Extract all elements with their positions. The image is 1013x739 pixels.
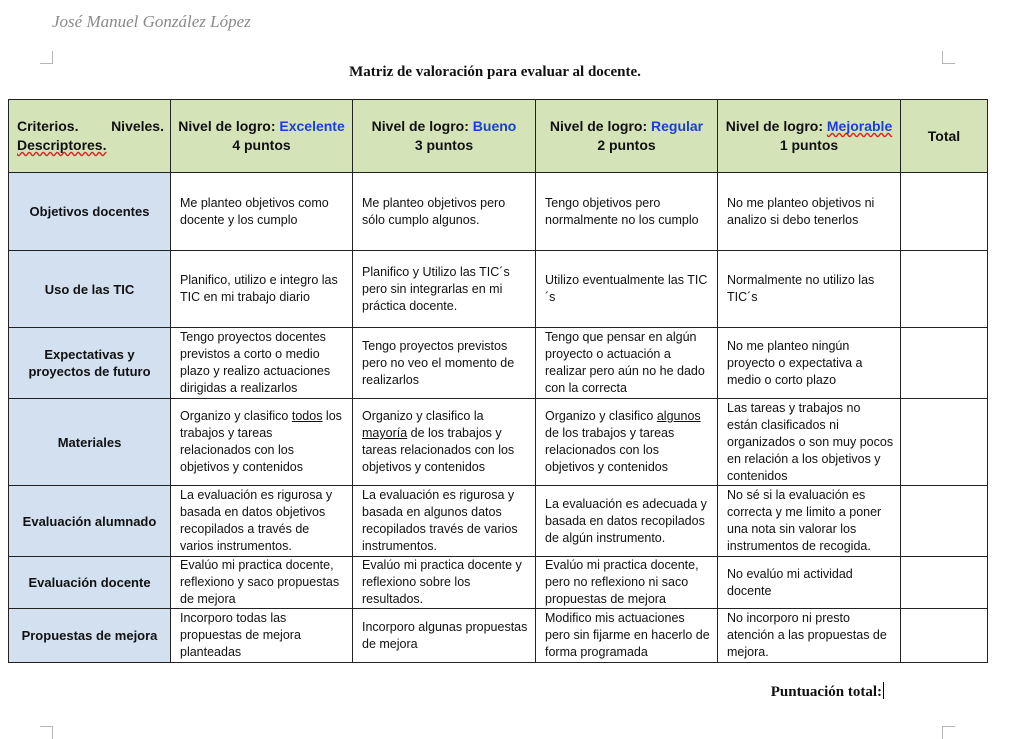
total-score-field[interactable]: [771, 682, 884, 701]
levels-label: Niveles.: [111, 118, 164, 134]
corner-mark-bottom-left: [40, 726, 53, 739]
descriptor-cell: [536, 399, 718, 486]
descriptor-cell: No incorporo ni presto atención a las propuestas de mejora.: [718, 609, 901, 663]
descriptor-cell: Tengo proyectos previstos pero no veo el momento de realizarlos: [353, 328, 536, 399]
descriptor-cell: La evaluación es rigurosa y basada en algunos datos recopilados través de varios instrumentos.: [353, 486, 536, 557]
level-header-mejorable: [718, 100, 901, 173]
level-points: 1 puntos: [779, 137, 839, 153]
level-header-regular: [536, 100, 718, 173]
total-cell[interactable]: [901, 173, 988, 251]
descriptor-cell: La evaluación es rigurosa y basada en datos objetivos recopilados a través de varios instrumentos.: [171, 486, 353, 557]
header-row: [9, 100, 988, 173]
cell-emphasis: todos: [291, 409, 323, 423]
total-header: Total: [901, 100, 988, 173]
row-criterion: Expectativas y proyectos de futuro: [9, 328, 171, 399]
level-prefix: Nivel de logro:: [725, 118, 827, 134]
descriptor-cell: Evalúo mi practica docente, reflexiono y saco propuestas de mejora: [171, 557, 353, 609]
level-prefix: Nivel de logro:: [178, 118, 280, 134]
level-prefix: Nivel de logro:: [371, 118, 473, 134]
descriptors-label: Descriptores.: [17, 137, 107, 153]
document-title: Matriz de valoración para evaluar al docente.: [349, 64, 641, 80]
cell-text: Organizo y clasifico: [180, 409, 292, 423]
level-name: Excelente: [279, 118, 345, 134]
table-row: [9, 486, 988, 557]
cell-text: Organizo y clasifico la: [362, 409, 484, 423]
descriptor-cell: No evalúo mi actividad docente: [718, 557, 901, 609]
descriptor-cell: Utilizo eventualmente las TIC´s: [536, 251, 718, 328]
descriptor-cell: Me planteo objetivos pero sólo cumplo algunos.: [353, 173, 536, 251]
level-header-excelente: [171, 100, 353, 173]
descriptor-cell: Incorporo algunas propuestas de mejora: [353, 609, 536, 663]
table-row: [9, 399, 988, 486]
level-header-bueno: [353, 100, 536, 173]
level-prefix: Nivel de logro:: [549, 118, 651, 134]
descriptor-cell: Tengo objetivos pero normalmente no los cumplo: [536, 173, 718, 251]
row-criterion: Objetivos docentes: [9, 173, 171, 251]
total-cell[interactable]: [901, 251, 988, 328]
total-cell[interactable]: [901, 557, 988, 609]
descriptor-cell: [171, 399, 353, 486]
descriptor-cell: La evaluación es adecuada y basada en datos recopilados de algún instrumento.: [536, 486, 718, 557]
corner-mark-bottom-right: [942, 726, 955, 739]
descriptor-cell: No me planteo objetivos ni analizo si debo tenerlos: [718, 173, 901, 251]
descriptor-cell: Tengo proyectos docentes previstos a corto o medio plazo y realizo actuaciones dirigidas a realizarlos: [171, 328, 353, 399]
descriptor-cell: Planifico, utilizo e integro las TIC en mi trabajo diario: [171, 251, 353, 328]
level-points: 3 puntos: [414, 137, 474, 153]
descriptor-cell: Incorporo todas las propuestas de mejora planteadas: [171, 609, 353, 663]
text-cursor: [883, 682, 884, 699]
total-cell[interactable]: [901, 609, 988, 663]
cell-text: los trabajos y tareas relacionados con los objetivos y contenidos: [180, 409, 342, 474]
cell-text: Organizo y clasifico: [545, 409, 657, 423]
total-score-label: Puntuación total:: [770, 684, 882, 700]
descriptor-cell: [353, 399, 536, 486]
criteria-label: Criterios.: [17, 118, 79, 134]
descriptor-cell: Tengo que pensar en algún proyecto o actuación a realizar pero aún no he dado con la correcta: [536, 328, 718, 399]
table-row: [9, 328, 988, 399]
total-cell[interactable]: [901, 328, 988, 399]
level-name: Mejorable: [826, 118, 893, 134]
author-name: José Manuel González López: [52, 12, 251, 31]
descriptor-cell: No sé si la evaluación es correcta y me limito a poner una nota sin valorar los instrumentos de recogida.: [718, 486, 901, 557]
total-cell[interactable]: [901, 399, 988, 486]
descriptor-cell: Evalúo mi practica docente y reflexiono sobre los resultados.: [353, 557, 536, 609]
cell-text: de los trabajos y tareas relacionados con los objetivos y contenidos: [362, 426, 515, 474]
table-row: [9, 251, 988, 328]
descriptor-cell: Modifico mis actuaciones pero sin fijarme en hacerlo de forma programada: [536, 609, 718, 663]
level-points: 4 puntos: [232, 137, 291, 153]
row-criterion: Uso de las TIC: [9, 251, 171, 328]
cell-emphasis: algunos: [656, 409, 701, 423]
row-criterion: Propuestas de mejora: [9, 609, 171, 663]
descriptor-cell: Evalúo mi practica docente, pero no reflexiono ni saco propuestas de mejora: [536, 557, 718, 609]
row-criterion: Materiales: [9, 399, 171, 486]
rubric-table: [8, 99, 988, 663]
corner-mark-top-left: [40, 51, 53, 64]
row-criterion: Evaluación docente: [9, 557, 171, 609]
level-name: Bueno: [472, 118, 517, 134]
descriptor-cell: Me planteo objetivos como docente y los cumplo: [171, 173, 353, 251]
descriptor-cell: Las tareas y trabajos no están clasificados ni organizados o son muy pocos en relación a los objetivos y contenidos: [718, 399, 901, 486]
level-name: Regular: [651, 118, 704, 134]
corner-mark-top-right: [942, 51, 955, 64]
descriptor-cell: No me planteo ningún proyecto o expectativa a medio o corto plazo: [718, 328, 901, 399]
row-criterion: Evaluación alumnado: [9, 486, 171, 557]
table-row: [9, 173, 988, 251]
criteria-header: [9, 100, 171, 173]
table-row: [9, 609, 988, 663]
descriptor-cell: Normalmente no utilizo las TIC´s: [718, 251, 901, 328]
level-points: 2 puntos: [597, 137, 656, 153]
total-cell[interactable]: [901, 486, 988, 557]
table-row: [9, 557, 988, 609]
cell-emphasis: mayoría: [362, 426, 408, 440]
cell-text: de los trabajos y tareas relacionados con los objetivos y contenidos: [545, 426, 675, 474]
descriptor-cell: Planifico y Utilizo las TIC´s pero sin integrarlas en mi práctica docente.: [353, 251, 536, 328]
